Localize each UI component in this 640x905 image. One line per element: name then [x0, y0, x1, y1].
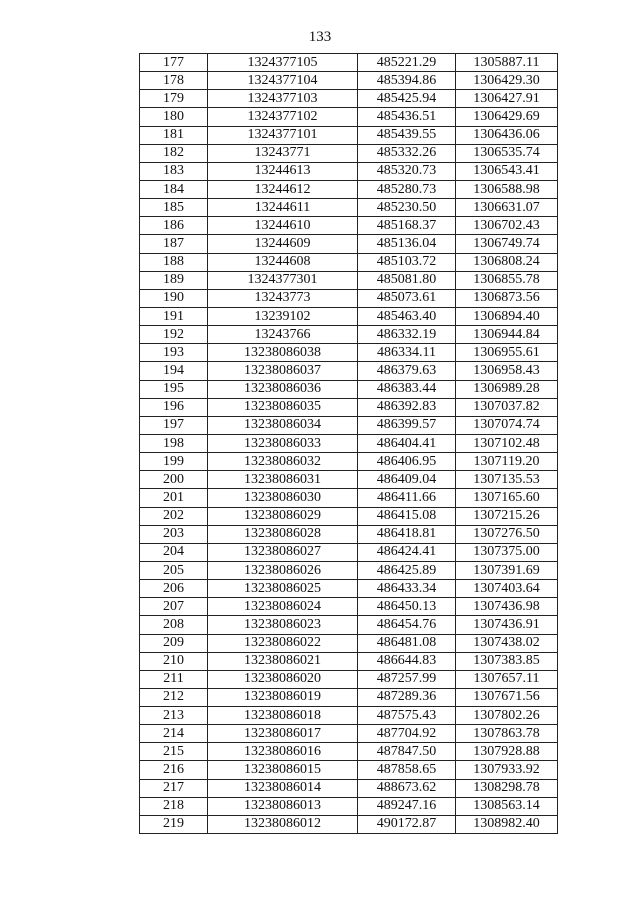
table-row — [140, 634, 558, 652]
y-coordinate-cell: 1306855.78 — [456, 271, 558, 289]
table-row — [140, 199, 558, 217]
point-id-cell: 13238086028 — [208, 525, 358, 543]
point-id-cell: 13244612 — [208, 180, 358, 198]
x-coordinate-cell: 485221.29 — [358, 54, 456, 72]
point-number-cell: 202 — [140, 507, 208, 525]
x-coordinate-cell: 486332.19 — [358, 326, 456, 344]
y-coordinate-cell: 1306702.43 — [456, 217, 558, 235]
table-row — [140, 307, 558, 325]
x-coordinate-cell: 486425.89 — [358, 561, 456, 579]
y-coordinate-cell: 1306873.56 — [456, 289, 558, 307]
point-number-cell: 197 — [140, 416, 208, 434]
y-coordinate-cell: 1307391.69 — [456, 561, 558, 579]
y-coordinate-cell: 1307165.60 — [456, 489, 558, 507]
point-number-cell: 177 — [140, 54, 208, 72]
y-coordinate-cell: 1306429.69 — [456, 108, 558, 126]
table-row — [140, 235, 558, 253]
x-coordinate-cell: 486411.66 — [358, 489, 456, 507]
table-row — [140, 616, 558, 634]
table-row — [140, 507, 558, 525]
y-coordinate-cell: 1306944.84 — [456, 326, 558, 344]
table-row — [140, 253, 558, 271]
point-number-cell: 208 — [140, 616, 208, 634]
point-id-cell: 13238086036 — [208, 380, 358, 398]
x-coordinate-cell: 487858.65 — [358, 761, 456, 779]
point-number-cell: 217 — [140, 779, 208, 797]
x-coordinate-cell: 485168.37 — [358, 217, 456, 235]
point-number-cell: 194 — [140, 362, 208, 380]
x-coordinate-cell: 486433.34 — [358, 580, 456, 598]
table-row — [140, 144, 558, 162]
point-id-cell: 13243771 — [208, 144, 358, 162]
point-number-cell: 183 — [140, 162, 208, 180]
x-coordinate-cell: 485463.40 — [358, 307, 456, 325]
point-number-cell: 215 — [140, 743, 208, 761]
point-number-cell: 179 — [140, 90, 208, 108]
y-coordinate-cell: 1307436.91 — [456, 616, 558, 634]
point-number-cell: 212 — [140, 688, 208, 706]
x-coordinate-cell: 486481.08 — [358, 634, 456, 652]
y-coordinate-cell: 1307037.82 — [456, 398, 558, 416]
x-coordinate-cell: 486644.83 — [358, 652, 456, 670]
y-coordinate-cell: 1307102.48 — [456, 434, 558, 452]
y-coordinate-cell: 1306535.74 — [456, 144, 558, 162]
table-row — [140, 670, 558, 688]
x-coordinate-cell: 489247.16 — [358, 797, 456, 815]
coordinates-table — [139, 53, 558, 834]
x-coordinate-cell: 485280.73 — [358, 180, 456, 198]
y-coordinate-cell: 1307438.02 — [456, 634, 558, 652]
point-id-cell: 13243773 — [208, 289, 358, 307]
point-id-cell: 13238086035 — [208, 398, 358, 416]
point-id-cell: 1324377301 — [208, 271, 358, 289]
point-id-cell: 13239102 — [208, 307, 358, 325]
y-coordinate-cell: 1306429.30 — [456, 72, 558, 90]
x-coordinate-cell: 486409.04 — [358, 471, 456, 489]
point-number-cell: 187 — [140, 235, 208, 253]
point-number-cell: 196 — [140, 398, 208, 416]
point-id-cell: 13238086017 — [208, 725, 358, 743]
point-id-cell: 13238086030 — [208, 489, 358, 507]
table-row — [140, 580, 558, 598]
y-coordinate-cell: 1307863.78 — [456, 725, 558, 743]
x-coordinate-cell: 485081.80 — [358, 271, 456, 289]
y-coordinate-cell: 1306894.40 — [456, 307, 558, 325]
table-row — [140, 525, 558, 543]
y-coordinate-cell: 1306989.28 — [456, 380, 558, 398]
x-coordinate-cell: 486454.76 — [358, 616, 456, 634]
table-row — [140, 72, 558, 90]
table-row — [140, 271, 558, 289]
x-coordinate-cell: 486450.13 — [358, 598, 456, 616]
x-coordinate-cell: 485136.04 — [358, 235, 456, 253]
point-number-cell: 180 — [140, 108, 208, 126]
point-number-cell: 205 — [140, 561, 208, 579]
x-coordinate-cell: 485103.72 — [358, 253, 456, 271]
y-coordinate-cell: 1307933.92 — [456, 761, 558, 779]
table-row — [140, 362, 558, 380]
point-id-cell: 13238086020 — [208, 670, 358, 688]
point-number-cell: 213 — [140, 707, 208, 725]
x-coordinate-cell: 488673.62 — [358, 779, 456, 797]
x-coordinate-cell: 485230.50 — [358, 199, 456, 217]
point-id-cell: 13238086034 — [208, 416, 358, 434]
y-coordinate-cell: 1306631.07 — [456, 199, 558, 217]
table-row — [140, 434, 558, 452]
y-coordinate-cell: 1307436.98 — [456, 598, 558, 616]
point-id-cell: 13238086023 — [208, 616, 358, 634]
table-row — [140, 761, 558, 779]
point-number-cell: 189 — [140, 271, 208, 289]
table-row — [140, 707, 558, 725]
point-id-cell: 13244611 — [208, 199, 358, 217]
table-row — [140, 489, 558, 507]
point-id-cell: 13244608 — [208, 253, 358, 271]
x-coordinate-cell: 486399.57 — [358, 416, 456, 434]
point-id-cell: 13238086016 — [208, 743, 358, 761]
table-row — [140, 725, 558, 743]
point-number-cell: 209 — [140, 634, 208, 652]
point-number-cell: 207 — [140, 598, 208, 616]
table-row — [140, 688, 558, 706]
point-number-cell: 190 — [140, 289, 208, 307]
point-number-cell: 219 — [140, 815, 208, 833]
y-coordinate-cell: 1307215.26 — [456, 507, 558, 525]
point-number-cell: 193 — [140, 344, 208, 362]
table-row — [140, 453, 558, 471]
x-coordinate-cell: 487257.99 — [358, 670, 456, 688]
table-row — [140, 471, 558, 489]
y-coordinate-cell: 1307928.88 — [456, 743, 558, 761]
table-row — [140, 652, 558, 670]
table-row — [140, 598, 558, 616]
point-number-cell: 192 — [140, 326, 208, 344]
x-coordinate-cell: 486392.83 — [358, 398, 456, 416]
point-id-cell: 1324377105 — [208, 54, 358, 72]
page-number: 133 — [308, 29, 332, 45]
x-coordinate-cell: 486415.08 — [358, 507, 456, 525]
point-number-cell: 188 — [140, 253, 208, 271]
point-id-cell: 13238086012 — [208, 815, 358, 833]
point-id-cell: 13238086018 — [208, 707, 358, 725]
y-coordinate-cell: 1307375.00 — [456, 543, 558, 561]
x-coordinate-cell: 486379.63 — [358, 362, 456, 380]
table-row — [140, 543, 558, 561]
point-number-cell: 203 — [140, 525, 208, 543]
point-number-cell: 184 — [140, 180, 208, 198]
point-id-cell: 13244609 — [208, 235, 358, 253]
y-coordinate-cell: 1306427.91 — [456, 90, 558, 108]
point-number-cell: 210 — [140, 652, 208, 670]
x-coordinate-cell: 487704.92 — [358, 725, 456, 743]
point-id-cell: 1324377104 — [208, 72, 358, 90]
point-number-cell: 200 — [140, 471, 208, 489]
point-id-cell: 13238086031 — [208, 471, 358, 489]
table-row — [140, 108, 558, 126]
y-coordinate-cell: 1306808.24 — [456, 253, 558, 271]
x-coordinate-cell: 486424.41 — [358, 543, 456, 561]
point-number-cell: 199 — [140, 453, 208, 471]
y-coordinate-cell: 1307119.20 — [456, 453, 558, 471]
x-coordinate-cell: 487575.43 — [358, 707, 456, 725]
point-number-cell: 204 — [140, 543, 208, 561]
point-number-cell: 195 — [140, 380, 208, 398]
point-number-cell: 198 — [140, 434, 208, 452]
point-number-cell: 214 — [140, 725, 208, 743]
table-row — [140, 743, 558, 761]
point-id-cell: 13238086015 — [208, 761, 358, 779]
x-coordinate-cell: 485073.61 — [358, 289, 456, 307]
point-number-cell: 191 — [140, 307, 208, 325]
point-id-cell: 13238086029 — [208, 507, 358, 525]
table-row — [140, 416, 558, 434]
y-coordinate-cell: 1307403.64 — [456, 580, 558, 598]
y-coordinate-cell: 1305887.11 — [456, 54, 558, 72]
point-number-cell: 186 — [140, 217, 208, 235]
table-row — [140, 217, 558, 235]
x-coordinate-cell: 485425.94 — [358, 90, 456, 108]
point-id-cell: 13238086014 — [208, 779, 358, 797]
x-coordinate-cell: 486334.11 — [358, 344, 456, 362]
y-coordinate-cell: 1306749.74 — [456, 235, 558, 253]
point-id-cell: 13238086038 — [208, 344, 358, 362]
table-row — [140, 326, 558, 344]
point-id-cell: 13238086027 — [208, 543, 358, 561]
table-row — [140, 797, 558, 815]
table-row — [140, 380, 558, 398]
point-number-cell: 216 — [140, 761, 208, 779]
x-coordinate-cell: 487289.36 — [358, 688, 456, 706]
x-coordinate-cell: 485436.51 — [358, 108, 456, 126]
y-coordinate-cell: 1308563.14 — [456, 797, 558, 815]
y-coordinate-cell: 1308298.78 — [456, 779, 558, 797]
table-row — [140, 289, 558, 307]
y-coordinate-cell: 1306588.98 — [456, 180, 558, 198]
point-id-cell: 13238086019 — [208, 688, 358, 706]
y-coordinate-cell: 1307135.53 — [456, 471, 558, 489]
point-id-cell: 1324377103 — [208, 90, 358, 108]
point-id-cell: 13238086022 — [208, 634, 358, 652]
table-row — [140, 90, 558, 108]
x-coordinate-cell: 486383.44 — [358, 380, 456, 398]
point-number-cell: 182 — [140, 144, 208, 162]
table-row — [140, 398, 558, 416]
point-id-cell: 13244610 — [208, 217, 358, 235]
x-coordinate-cell: 486404.41 — [358, 434, 456, 452]
point-id-cell: 13238086013 — [208, 797, 358, 815]
x-coordinate-cell: 485320.73 — [358, 162, 456, 180]
point-number-cell: 178 — [140, 72, 208, 90]
y-coordinate-cell: 1307802.26 — [456, 707, 558, 725]
point-id-cell: 1324377101 — [208, 126, 358, 144]
y-coordinate-cell: 1306543.41 — [456, 162, 558, 180]
x-coordinate-cell: 485439.55 — [358, 126, 456, 144]
point-number-cell: 201 — [140, 489, 208, 507]
x-coordinate-cell: 486406.95 — [358, 453, 456, 471]
point-number-cell: 206 — [140, 580, 208, 598]
point-id-cell: 13243766 — [208, 326, 358, 344]
point-number-cell: 185 — [140, 199, 208, 217]
x-coordinate-cell: 485394.86 — [358, 72, 456, 90]
y-coordinate-cell: 1308982.40 — [456, 815, 558, 833]
y-coordinate-cell: 1306955.61 — [456, 344, 558, 362]
coordinates-table-body — [140, 54, 558, 834]
point-id-cell: 13244613 — [208, 162, 358, 180]
y-coordinate-cell: 1306436.06 — [456, 126, 558, 144]
table-row — [140, 561, 558, 579]
x-coordinate-cell: 490172.87 — [358, 815, 456, 833]
table-row — [140, 126, 558, 144]
y-coordinate-cell: 1306958.43 — [456, 362, 558, 380]
point-number-cell: 181 — [140, 126, 208, 144]
point-number-cell: 211 — [140, 670, 208, 688]
table-row — [140, 779, 558, 797]
table-row — [140, 162, 558, 180]
y-coordinate-cell: 1307657.11 — [456, 670, 558, 688]
point-id-cell: 1324377102 — [208, 108, 358, 126]
point-id-cell: 13238086021 — [208, 652, 358, 670]
table-row — [140, 54, 558, 72]
x-coordinate-cell: 487847.50 — [358, 743, 456, 761]
point-id-cell: 13238086025 — [208, 580, 358, 598]
point-id-cell: 13238086033 — [208, 434, 358, 452]
point-id-cell: 13238086032 — [208, 453, 358, 471]
y-coordinate-cell: 1307383.85 — [456, 652, 558, 670]
y-coordinate-cell: 1307074.74 — [456, 416, 558, 434]
x-coordinate-cell: 486418.81 — [358, 525, 456, 543]
table-row — [140, 180, 558, 198]
y-coordinate-cell: 1307276.50 — [456, 525, 558, 543]
point-number-cell: 218 — [140, 797, 208, 815]
point-id-cell: 13238086026 — [208, 561, 358, 579]
point-id-cell: 13238086024 — [208, 598, 358, 616]
point-id-cell: 13238086037 — [208, 362, 358, 380]
x-coordinate-cell: 485332.26 — [358, 144, 456, 162]
y-coordinate-cell: 1307671.56 — [456, 688, 558, 706]
table-row — [140, 815, 558, 833]
table-row — [140, 344, 558, 362]
